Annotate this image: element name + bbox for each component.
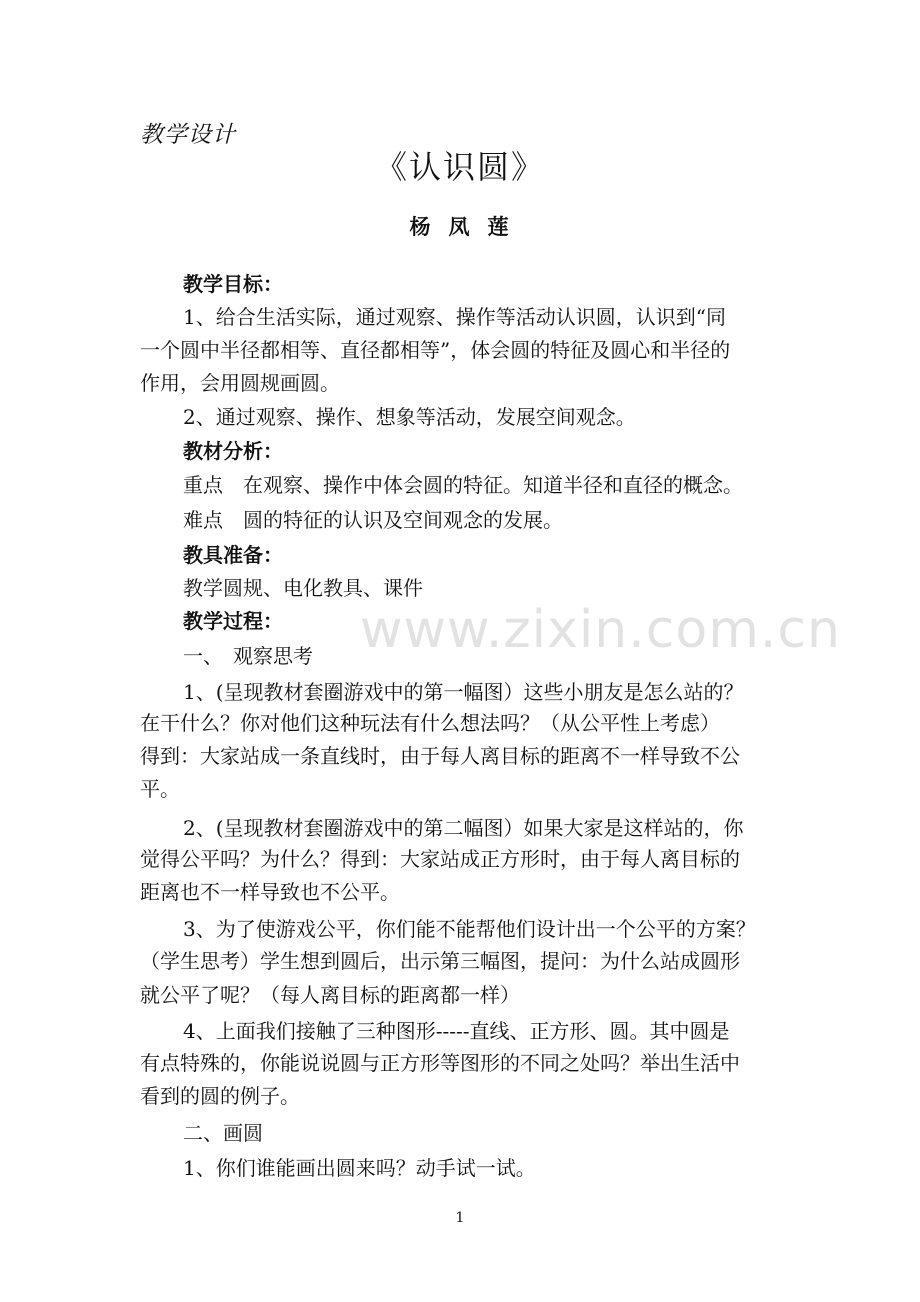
process-line: 4、上面我们接触了三种图形-----直线、正方形、圆。其中圆是 (183, 1019, 730, 1043)
objectives-line: 一个圆中半径都相等、直径都相等”，体会圆的特征及圆心和半径的 (140, 338, 731, 362)
author-name (0, 211, 920, 241)
page-number: 1 (455, 1210, 465, 1226)
process-line: 1、你们谁能画出圆来吗？动手试一试。 (183, 1156, 536, 1180)
process-line: 有点特殊的，你能说说圆与正方形等图形的不同之处吗？举出生活中 (140, 1051, 740, 1075)
analysis-line: 重点 在观察、操作中体会圆的特征。知道半径和直径的概念。 (183, 473, 743, 497)
process-line: 一、 观察思考 (183, 644, 313, 668)
process-line: 看到的圆的例子。 (140, 1084, 300, 1108)
watermark: www.zixin.com.cn (360, 600, 841, 660)
objectives-line: 作用，会用圆规画圆。 (140, 371, 340, 395)
process-line: 平。 (140, 777, 180, 801)
process-line: 二、画圆 (183, 1121, 263, 1145)
process-line: 2、(呈现教材套圈游戏中的第二幅图）如果大家是这样站的，你 (183, 816, 744, 840)
tools-line: 教学圆规、电化教具、课件 (183, 576, 423, 600)
process-line: 在干什么？你对他们这种玩法有什么想法吗？（从公平性上考虑） (140, 711, 720, 735)
author-char: 凤 (448, 215, 472, 239)
doc-type-label: 教学设计 (140, 122, 236, 148)
process-line: 1、(呈现教材套圈游戏中的第一幅图）这些小朋友是怎么站的？ (183, 680, 744, 704)
objectives-line: 1、给合生活实际，通过观察、操作等活动认识圆，认识到“同 (183, 305, 726, 329)
objectives-heading: 教学目标： (183, 272, 283, 296)
process-line: 就公平了呢？（每人离目标的距离都一样） (140, 983, 520, 1007)
page-title: 《认识圆》 (374, 148, 545, 186)
process-line: （学生思考）学生想到圆后，出示第三幅图，提问：为什么站成圆形 (140, 949, 740, 973)
tools-heading: 教具准备： (183, 543, 283, 567)
author-char: 杨 (409, 215, 433, 239)
author-char: 莲 (487, 215, 511, 239)
process-heading: 教学过程： (183, 609, 283, 633)
analysis-heading: 教材分析： (183, 439, 283, 463)
process-line: 得到：大家站成一条直线时，由于每人离目标的距离不一样导致不公 (140, 744, 740, 768)
process-line: 觉得公平吗？为什么？得到：大家站成正方形时，由于每人离目标的 (140, 847, 740, 871)
process-line: 距离也不一样导致也不公平。 (140, 880, 400, 904)
analysis-line: 难点 圆的特征的认识及空间观念的发展。 (183, 508, 563, 532)
objectives-line: 2、通过观察、操作、想象等活动，发展空间观念。 (183, 405, 636, 429)
process-line: 3、为了使游戏公平，你们能不能帮他们设计出一个公平的方案？ (183, 917, 756, 941)
